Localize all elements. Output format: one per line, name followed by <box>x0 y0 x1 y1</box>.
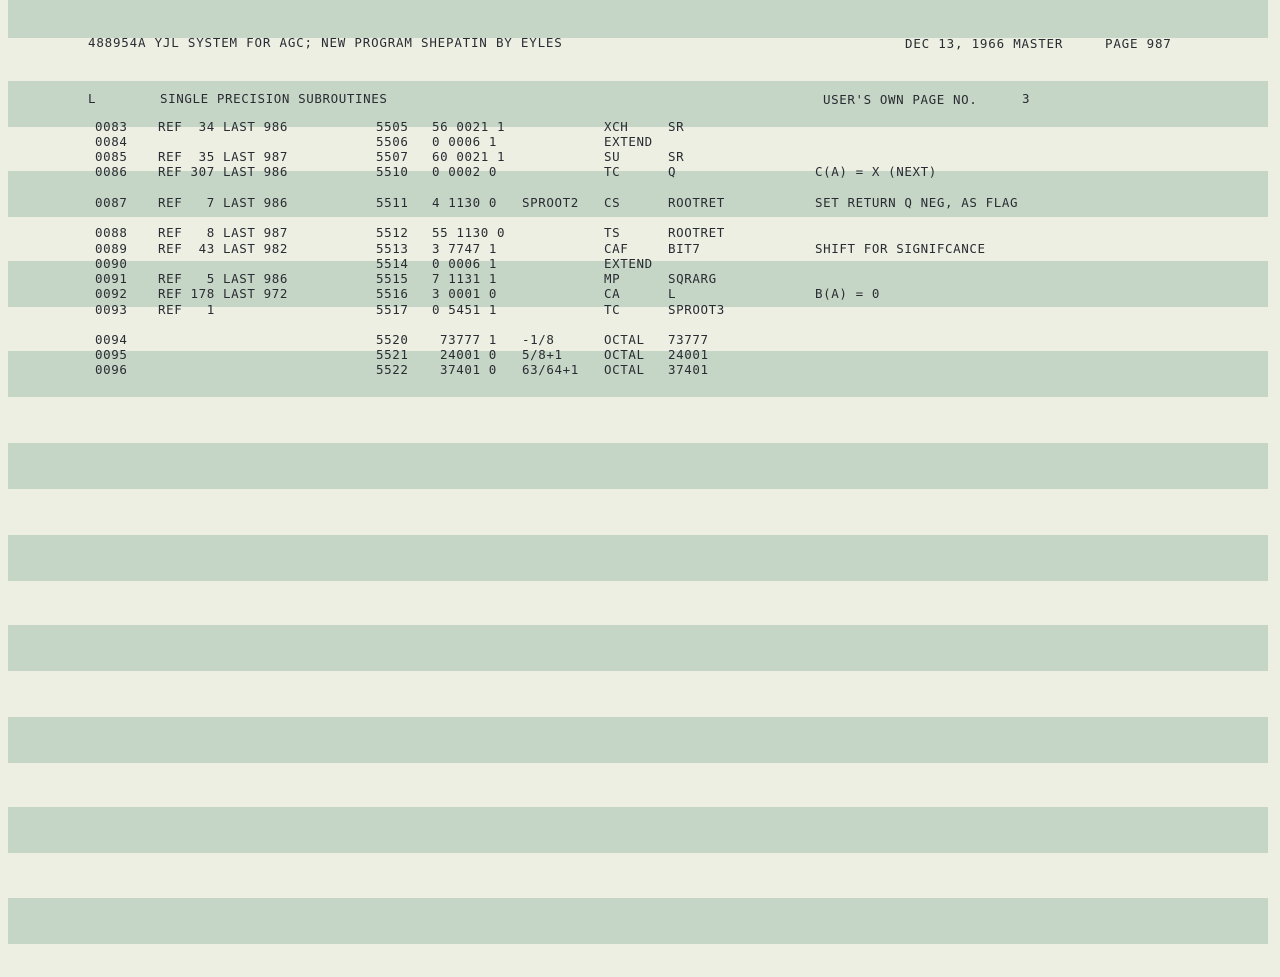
listing-row <box>0 347 1280 362</box>
comment: SHIFT FOR SIGNIFCANCE <box>815 241 986 256</box>
page-number: PAGE 987 <box>1105 36 1172 51</box>
listing-row <box>0 119 1280 134</box>
paper-band <box>8 717 1268 763</box>
opcode: CS <box>604 195 621 210</box>
cross-ref: REF 35 LAST 987 <box>158 149 289 164</box>
address: 5507 <box>376 149 409 164</box>
opcode: CA <box>604 286 621 301</box>
cross-ref: REF 178 LAST 972 <box>158 286 289 301</box>
line-number: 0087 <box>95 195 128 210</box>
octal-word: 0 0006 1 <box>432 134 498 149</box>
octal-word: 0 0002 0 <box>432 164 498 179</box>
address: 5513 <box>376 241 409 256</box>
octal-word: 7 1131 1 <box>432 271 498 286</box>
address: 5506 <box>376 134 409 149</box>
address: 5521 <box>376 347 409 362</box>
address: 5517 <box>376 302 409 317</box>
cross-ref: REF 43 LAST 982 <box>158 241 289 256</box>
paper-band <box>8 535 1268 581</box>
line-number: 0085 <box>95 149 128 164</box>
opcode: OCTAL <box>604 332 645 347</box>
report-header: 488954A YJL SYSTEM FOR AGC; NEW PROGRAM SHEPATIN BY EYLES <box>88 35 563 50</box>
opcode: TC <box>604 302 621 317</box>
listing-row <box>0 332 1280 347</box>
operand: SPROOT3 <box>668 302 725 317</box>
listing-row <box>0 241 1280 256</box>
octal-word: 73777 1 <box>440 332 497 347</box>
cross-ref: REF 7 LAST 986 <box>158 195 289 210</box>
listing-row <box>0 195 1280 210</box>
listing-row <box>0 362 1280 377</box>
user-page-number: 3 <box>1022 91 1031 106</box>
operand: SQRARG <box>668 271 717 286</box>
operand: SR <box>668 149 685 164</box>
symbol-label: 63/64+1 <box>522 362 579 377</box>
opcode: SU <box>604 149 621 164</box>
octal-word: 55 1130 0 <box>432 225 506 240</box>
paper-band <box>8 625 1268 671</box>
octal-word: 4 1130 0 <box>432 195 498 210</box>
octal-word: 0 5451 1 <box>432 302 498 317</box>
line-number: 0092 <box>95 286 128 301</box>
operand: 24001 <box>668 347 709 362</box>
user-page-label: USER'S OWN PAGE NO. <box>823 92 978 107</box>
paper-band <box>8 807 1268 853</box>
address: 5516 <box>376 286 409 301</box>
opcode: MP <box>604 271 621 286</box>
line-number: 0084 <box>95 134 128 149</box>
symbol-label: -1/8 <box>522 332 555 347</box>
opcode: OCTAL <box>604 347 645 362</box>
paper-band <box>8 443 1268 489</box>
opcode: TS <box>604 225 621 240</box>
listing-row <box>0 302 1280 317</box>
operand: Q <box>668 164 677 179</box>
listing-row <box>0 149 1280 164</box>
address: 5512 <box>376 225 409 240</box>
address: 5514 <box>376 256 409 271</box>
log-section-letter: L <box>88 91 97 106</box>
address: 5522 <box>376 362 409 377</box>
octal-word: 56 0021 1 <box>432 119 506 134</box>
operand: ROOTRET <box>668 195 725 210</box>
octal-word: 3 7747 1 <box>432 241 498 256</box>
line-number: 0094 <box>95 332 128 347</box>
opcode: XCH <box>604 119 629 134</box>
operand: SR <box>668 119 685 134</box>
octal-word: 0 0006 1 <box>432 256 498 271</box>
opcode: CAF <box>604 241 629 256</box>
octal-word: 60 0021 1 <box>432 149 506 164</box>
symbol-label: 5/8+1 <box>522 347 563 362</box>
address: 5510 <box>376 164 409 179</box>
opcode: TC <box>604 164 621 179</box>
address: 5505 <box>376 119 409 134</box>
operand: 37401 <box>668 362 709 377</box>
line-number: 0089 <box>95 241 128 256</box>
line-number: 0093 <box>95 302 128 317</box>
octal-word: 24001 0 <box>440 347 497 362</box>
listing-row <box>0 164 1280 179</box>
line-number: 0091 <box>95 271 128 286</box>
cross-ref: REF 307 LAST 986 <box>158 164 289 179</box>
operand: BIT7 <box>668 241 701 256</box>
cross-ref: REF 8 LAST 987 <box>158 225 289 240</box>
listing-row <box>0 134 1280 149</box>
listing-row <box>0 225 1280 240</box>
line-number: 0088 <box>95 225 128 240</box>
listing-row <box>0 256 1280 271</box>
paper-band <box>8 0 1268 38</box>
line-number: 0086 <box>95 164 128 179</box>
octal-word: 3 0001 0 <box>432 286 498 301</box>
operand: L <box>668 286 677 301</box>
line-number: 0095 <box>95 347 128 362</box>
cross-ref: REF 5 LAST 986 <box>158 271 289 286</box>
opcode: OCTAL <box>604 362 645 377</box>
operand: ROOTRET <box>668 225 725 240</box>
operand: 73777 <box>668 332 709 347</box>
report-date: DEC 13, 1966 MASTER <box>905 36 1064 51</box>
listing-row <box>0 271 1280 286</box>
section-title: SINGLE PRECISION SUBROUTINES <box>160 91 388 106</box>
paper-band <box>8 898 1268 944</box>
cross-ref: REF 34 LAST 986 <box>158 119 289 134</box>
symbol-label: SPROOT2 <box>522 195 579 210</box>
address: 5511 <box>376 195 409 210</box>
cross-ref: REF 1 <box>158 302 215 317</box>
address: 5515 <box>376 271 409 286</box>
octal-word: 37401 0 <box>440 362 497 377</box>
address: 5520 <box>376 332 409 347</box>
line-number: 0090 <box>95 256 128 271</box>
comment: SET RETURN Q NEG, AS FLAG <box>815 195 1019 210</box>
comment: C(A) = X (NEXT) <box>815 164 937 179</box>
listing-row <box>0 286 1280 301</box>
line-number: 0083 <box>95 119 128 134</box>
line-number: 0096 <box>95 362 128 377</box>
opcode: EXTEND <box>604 256 653 271</box>
opcode: EXTEND <box>604 134 653 149</box>
comment: B(A) = 0 <box>815 286 881 301</box>
